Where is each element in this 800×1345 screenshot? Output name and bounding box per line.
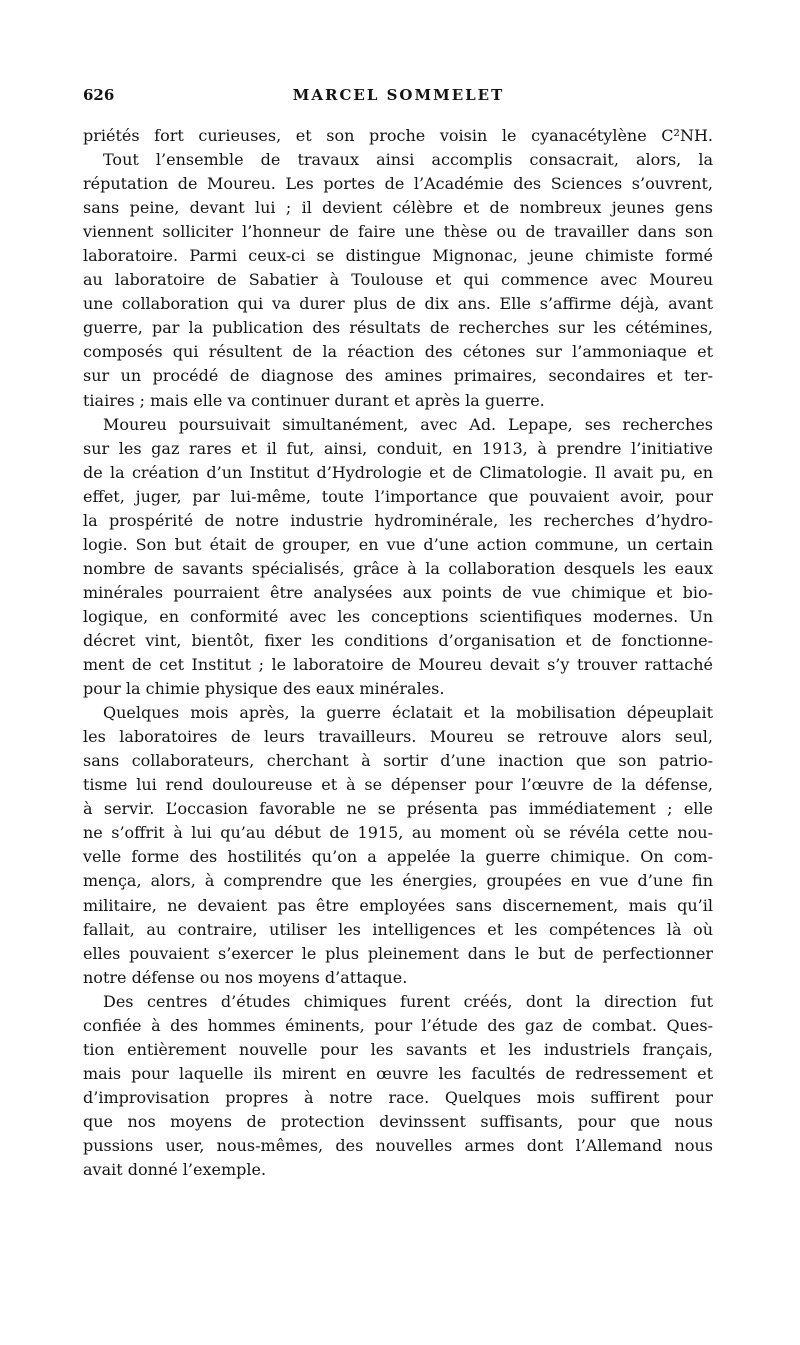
text-line: mais pour laquelle ils mirent en œuvre les facultés de redressement et xyxy=(83,1063,713,1083)
text-line: pussions user, nous-mêmes, des nouvelles armes dont l’Allemand nous xyxy=(83,1135,713,1155)
text-line: Moureu poursuivait simultanément, avec Ad. Lepape, ses recherches xyxy=(103,414,713,434)
text-line: mença, alors, à comprendre que les énergies, groupées en vue d’une fin xyxy=(83,871,713,891)
text-line: guerre, par la publication des résultats de recherches sur les cétémines, xyxy=(83,318,713,338)
text-line: viennent solliciter l’honneur de faire une thèse ou de travailler dans son xyxy=(83,222,713,242)
text-line: ment de cet Institut ; le laboratoire de Moureu devait s’y trouver rattaché xyxy=(83,655,713,675)
text-line: confiée à des hommes éminents, pour l’étude des gaz de combat. Ques- xyxy=(83,1015,713,1035)
text-line: fallait, au contraire, utiliser les intelligences et les compétences là où xyxy=(83,919,713,939)
text-line: sur les gaz rares et il fut, ainsi, conduit, en 1913, à prendre l’initiative xyxy=(83,438,713,458)
text-line: une collaboration qui va durer plus de dix ans. Elle s’affirme déjà, avant xyxy=(83,294,713,314)
text-line: avait donné l’exemple. xyxy=(83,1160,267,1180)
text-line: décret vint, bientôt, fixer les conditions d’organisation et de fonctionne- xyxy=(83,630,713,650)
text-line: Des centres d’études chimiques furent créés, dont la direction fut xyxy=(103,991,713,1011)
text-line: logique, en conformité avec les conceptions scientifiques modernes. Un xyxy=(83,606,713,626)
text-line: effet, juger, par lui-même, toute l’importance que pouvaient avoir, pour xyxy=(83,486,713,506)
text-line: priétés fort curieuses, et son proche voisin le cyanacétylène C²NH. xyxy=(83,126,713,145)
text-line: sur un procédé de diagnose des amines primaires, secondaires et ter- xyxy=(83,366,713,386)
text-line: Quelques mois après, la guerre éclatait et la mobilisation dépeuplait xyxy=(103,703,713,723)
text-line: militaire, ne devaient pas être employées sans discernement, mais qu’il xyxy=(83,895,713,915)
text-line: elles pouvaient s’exercer le plus pleinement dans le but de perfectionner xyxy=(83,943,713,963)
text-line: sans peine, devant lui ; il devient célèbre et de nombreux jeunes gens xyxy=(83,198,713,218)
text-line: ne s’offrit à lui qu’au début de 1915, au moment où se révéla cette nou- xyxy=(83,823,713,843)
text-line: Tout l’ensemble de travaux ainsi accomplis consacrait, alors, la xyxy=(103,150,713,170)
text-line: sans collaborateurs, cherchant à sortir d’une inaction que son patrio- xyxy=(83,751,713,771)
text-line: d’improvisation propres à notre race. Quelques mois suffirent pour xyxy=(83,1087,713,1107)
text-line: au laboratoire de Sabatier à Toulouse et qui commence avec Moureu xyxy=(83,270,713,290)
text-line: tion entièrement nouvelle pour les savants et les industriels français, xyxy=(83,1039,713,1059)
text-line: nombre de savants spécialisés, grâce à la collaboration desquels les eaux xyxy=(83,558,713,578)
text-line: les laboratoires de leurs travailleurs. Moureu se retrouve alors seul, xyxy=(83,727,713,747)
text-line: logie. Son but était de grouper, en vue d’une action commune, un certain xyxy=(83,534,713,554)
text-line: réputation de Moureu. Les portes de l’Académie des Sciences s’ouvrent, xyxy=(83,174,713,194)
running-head: MARCEL SOMMELET xyxy=(292,86,505,104)
text-line: de la création d’un Institut d’Hydrologie et de Climatologie. Il avait pu, en xyxy=(83,462,713,482)
page-number: 626 xyxy=(83,86,115,104)
text-line: pour la chimie physique des eaux minérales. xyxy=(83,679,445,699)
text-line: composés qui résultent de la réaction des cétones sur l’ammoniaque et xyxy=(83,342,713,362)
text-line: laboratoire. Parmi ceux-ci se distingue Mignonac, jeune chimiste formé xyxy=(83,246,713,266)
text-line: que nos moyens de protection devinssent suffisants, pour que nous xyxy=(83,1111,713,1131)
text-line: minérales pourraient être analysées aux points de vue chimique et bio- xyxy=(83,582,713,602)
text-line: velle forme des hostilités qu’on a appelée la guerre chimique. On com- xyxy=(83,847,713,867)
text-line: notre défense ou nos moyens d’attaque. xyxy=(83,967,408,987)
text-line: à servir. L’occasion favorable ne se présenta pas immédiatement ; elle xyxy=(83,799,713,819)
text-line: tiaires ; mais elle va continuer durant et après la guerre. xyxy=(83,390,545,410)
text-line: tisme lui rend douloureuse et à se dépenser pour l’œuvre de la défense, xyxy=(83,775,713,795)
body-text xyxy=(83,124,713,1182)
page-header xyxy=(83,86,714,110)
text-line: la prospérité de notre industrie hydrominérale, les recherches d’hydro- xyxy=(83,510,713,530)
